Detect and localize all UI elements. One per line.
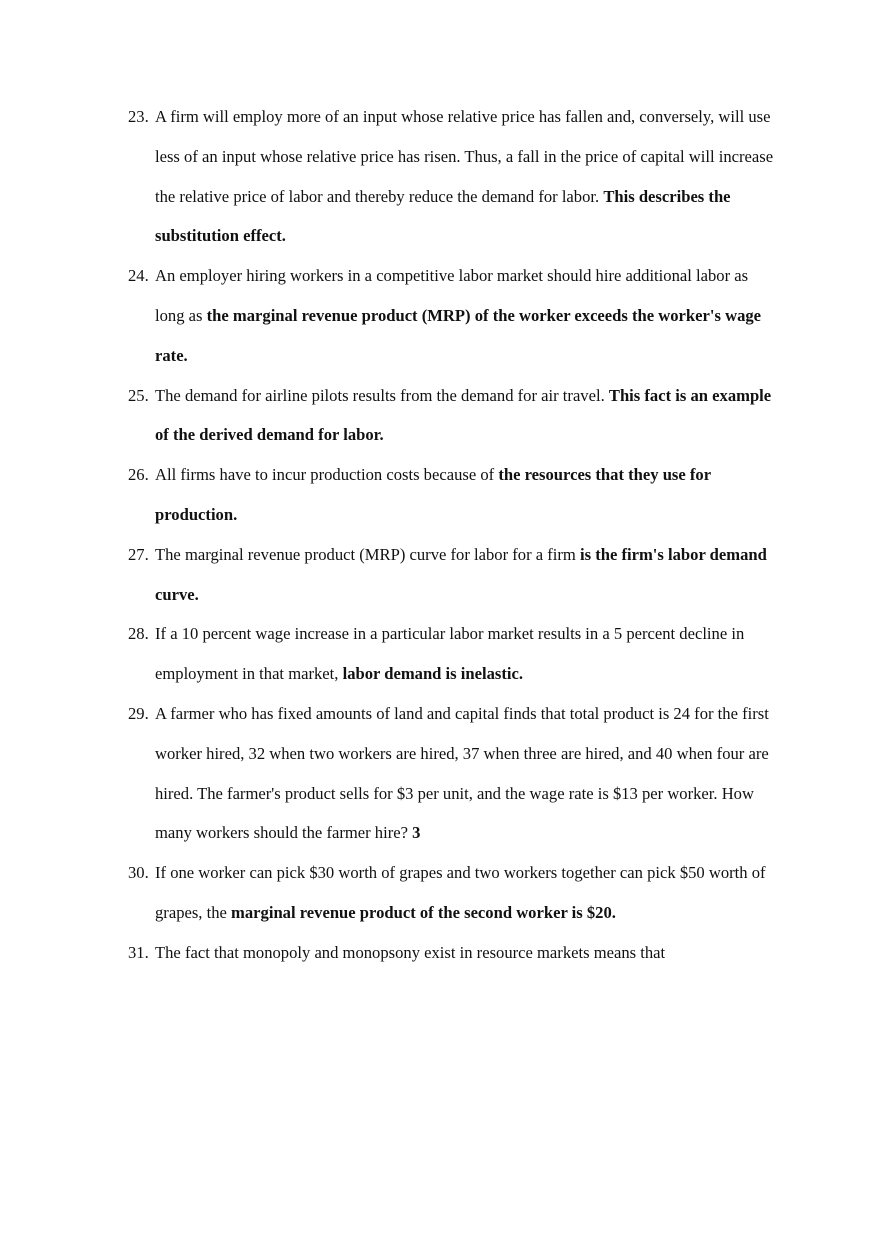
- question-number: 30.: [128, 863, 149, 883]
- question-number: 25.: [128, 385, 149, 405]
- question-list: [128, 97, 778, 973]
- question-number: 26.: [128, 465, 149, 485]
- question-text: All firms have to incur production costs because of: [155, 465, 495, 485]
- question-item: [128, 455, 778, 535]
- question-answer: the marginal revenue product (MRP) of the worker exceeds the worker's wage rate.: [155, 305, 762, 365]
- question-text: A firm will employ more of an input whose relative price has fallen and, conversely, will use less of an input whose relative price has risen. Thus, a fall in the price of capital will increase the relative price of labor and thereby reduce the demand for labor.: [155, 107, 774, 206]
- question-text: If a 10 percent wage increase in a particular labor market results in a 5 percent decline in employment in that market,: [155, 624, 745, 684]
- question-answer: the resources that they use for production.: [155, 465, 711, 524]
- question-text: If one worker can pick $30 worth of grapes and two workers together can pick $50 worth of grapes, the: [155, 863, 766, 922]
- question-text: A farmer who has fixed amounts of land and capital finds that total product is 24 for the first worker hired, 32 when two workers are hired, 37 when three are hired, and 40 when four are hired. The farmer's product sells for $3 per unit, and the wage rate is $13 per worker. How many workers should the farmer hire?: [155, 703, 769, 843]
- question-answer: This fact is an example of the derived demand for labor.: [155, 385, 772, 445]
- question-text: The marginal revenue product (MRP) curve for labor for a firm: [155, 544, 576, 564]
- question-item: [128, 535, 778, 615]
- question-number: 24.: [128, 266, 149, 286]
- question-item: [128, 97, 778, 256]
- question-item: [128, 614, 778, 694]
- question-number: 29.: [128, 703, 149, 723]
- question-answer: This describes the substitution effect.: [155, 186, 731, 246]
- question-item: [128, 376, 778, 456]
- question-answer: marginal revenue product of the second worker is $20.: [231, 902, 616, 922]
- question-number: 27.: [128, 544, 149, 564]
- question-item: [128, 256, 778, 375]
- question-item: [128, 933, 778, 973]
- question-item: [128, 853, 778, 933]
- question-answer: is the firm's labor demand curve.: [155, 544, 767, 604]
- question-item: [128, 694, 778, 853]
- question-text: An employer hiring workers in a competitive labor market should hire additional labor as long as: [155, 266, 749, 325]
- question-text: The fact that monopoly and monopsony exist in resource markets means that: [155, 942, 666, 962]
- question-text: The demand for airline pilots results from the demand for air travel.: [155, 385, 605, 405]
- question-number: 23.: [128, 107, 149, 126]
- question-answer: labor demand is inelastic.: [342, 664, 523, 684]
- question-answer: 3: [412, 823, 421, 843]
- question-number: 28.: [128, 624, 149, 644]
- question-number: 31.: [128, 942, 149, 962]
